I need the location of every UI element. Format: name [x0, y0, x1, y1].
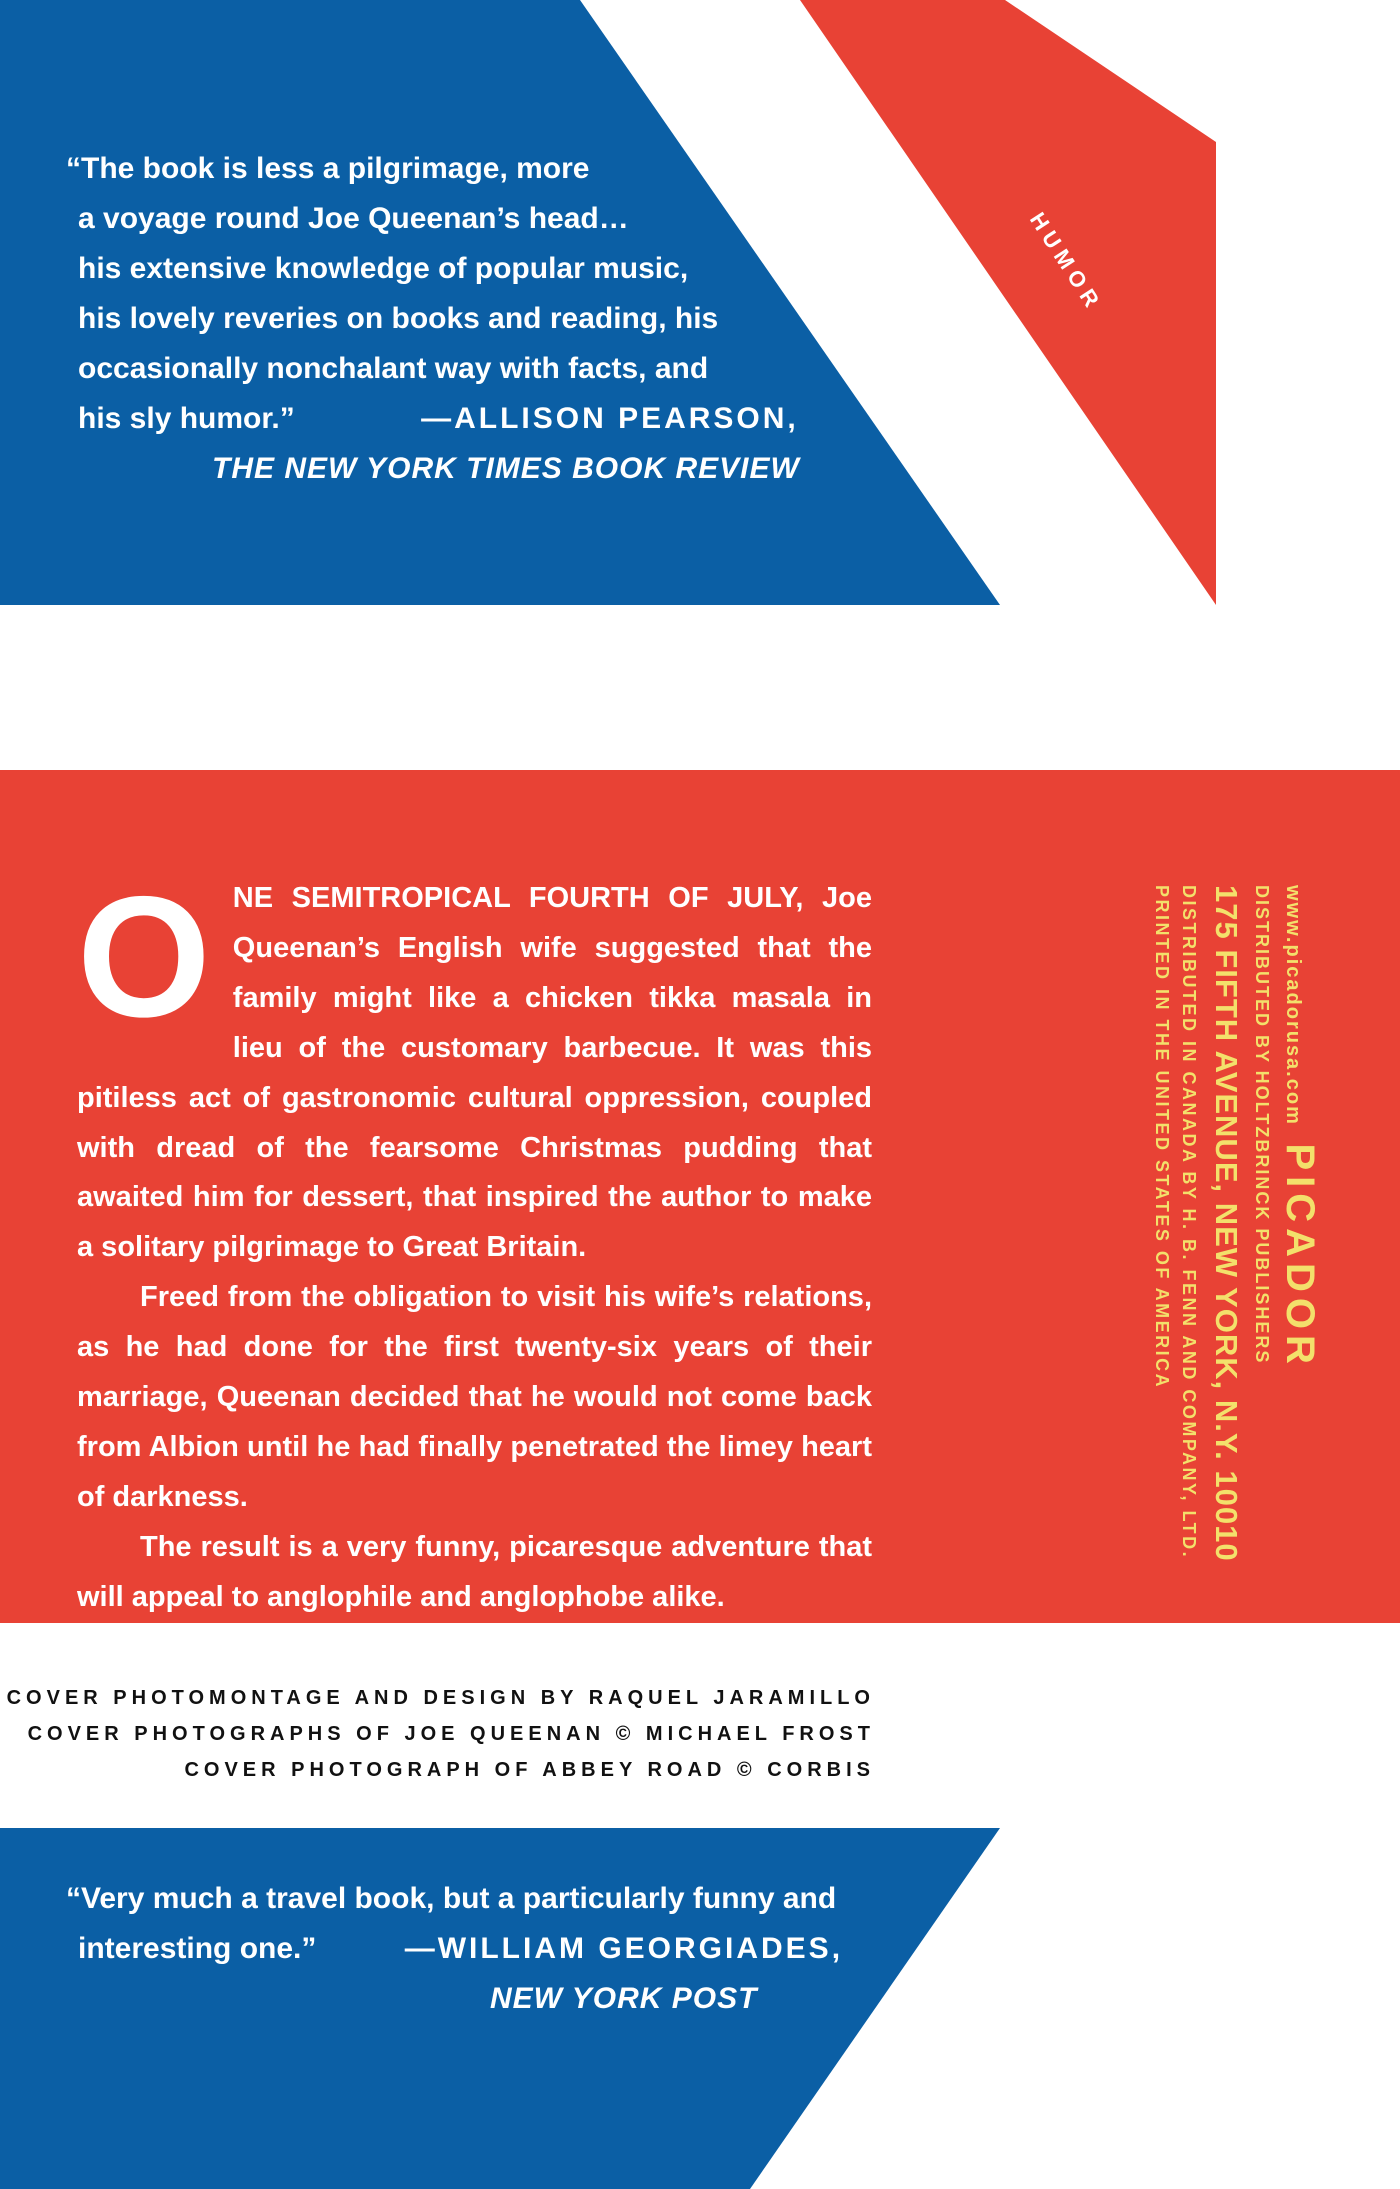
- description-text: Joe Queenan’s English wife suggested that the family might like a chicken tikka masala in lieu of the customary barbecue. It was this pitiless act of gastronomic cultural oppression, coupled with dread of the fearsome Christmas pudding that awaited him for dessert, that inspired the author to make a solitary pilgrimage to Great Britain.: [77, 882, 873, 1264]
- quote-line: his sly humor.”: [78, 402, 295, 435]
- description-paragraph: Freed from the obligation to visit his wife’s relations, as he had done for the first twenty-six years of their marriage, Queenan decided that he would not come back from Albion until he had finally penetrated the limey heart of darkness.: [77, 1281, 872, 1513]
- publisher-distributor: DISTRIBUTED BY HOLTZBRINCK PUBLISHERS: [1252, 885, 1272, 1365]
- quote-line-with-attribution: [66, 394, 800, 444]
- publisher-canada: DISTRIBUTED IN CANADA BY H. B. FENN AND COMPANY, LTD.: [1179, 885, 1199, 1560]
- book-description: [77, 861, 873, 1623]
- quote-line: his lovely reveries on books and reading, his: [78, 302, 719, 335]
- quote-line: his extensive knowledge of popular music,: [78, 252, 689, 285]
- quote-line: “Very much a travel book, but a particularly funny and: [66, 1882, 837, 1915]
- quote-attribution-source: THE NEW YORK TIMES BOOK REVIEW: [212, 452, 800, 485]
- bottom-review-quote: [66, 1874, 843, 2024]
- publisher-address: 175 FIFTH AVENUE, NEW YORK, N.Y. 10010: [1209, 885, 1244, 1562]
- credit-line: COVER PHOTOGRAPH OF ABBEY ROAD © CORBIS: [184, 1759, 875, 1781]
- quote-line-with-attribution: [66, 1924, 843, 1974]
- quote-attribution-name: —WILLIAM GEORGIADES,: [404, 1932, 844, 1965]
- quote-attribution-name: —ALLISON PEARSON,: [421, 402, 799, 435]
- credit-line: COVER PHOTOGRAPHS OF JOE QUEENAN © MICHAEL FROST: [27, 1723, 875, 1745]
- credit-line: COVER PHOTOMONTAGE AND DESIGN BY RAQUEL JARAMILLO: [6, 1687, 875, 1709]
- publisher-website-line: [1275, 885, 1325, 1562]
- quote-line: occasionally nonchalant way with facts, and: [78, 352, 709, 385]
- description-paragraph: The result is a very funny, picaresque adventure that will appeal to anglophile and anglophobe alike.: [77, 1530, 872, 1613]
- quote-line: interesting one.”: [78, 1932, 317, 1965]
- cover-credits: [7, 1680, 875, 1788]
- publisher-info: [1149, 885, 1325, 1562]
- publisher-website: www.picadorusa.com: [1282, 885, 1304, 1126]
- quote-line: “The book is less a pilgrimage, more: [66, 152, 590, 185]
- publisher-name: PICADOR: [1278, 1143, 1322, 1370]
- quote-attribution-source: NEW YORK POST: [490, 1982, 758, 2015]
- drop-cap: O: [77, 861, 211, 1053]
- description-lead-in: NE SEMITROPICAL FOURTH OF JULY,: [232, 882, 804, 914]
- top-review-quote: [66, 144, 800, 494]
- quote-line: a voyage round Joe Queenan’s head…: [78, 202, 629, 235]
- genre-label: HUMOR: [1024, 207, 1108, 317]
- publisher-printed: PRINTED IN THE UNITED STATES OF AMERICA: [1152, 885, 1172, 1390]
- description-paragraph: [77, 861, 873, 1273]
